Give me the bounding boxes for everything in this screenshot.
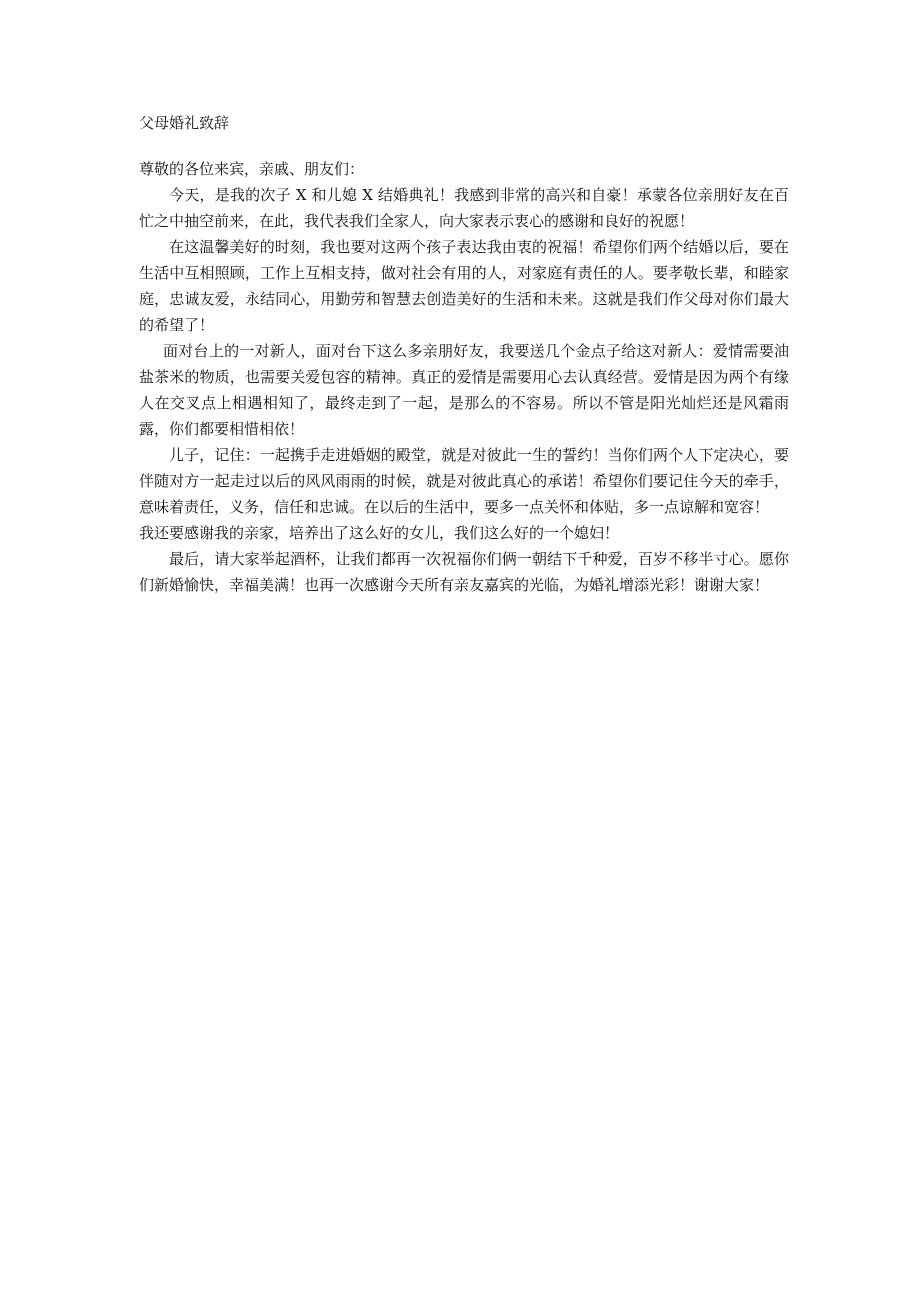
document-body [139,113,789,598]
document-title: 父母婚礼致辞 [139,114,230,132]
paragraph-blessing: 在这温馨美好的时刻，我也要对这两个孩子表达我由衷的祝福！希望你们两个结婚以后，要在生活中互相照顾，工作上互相支持，做对社会有用的人，对家庭有责任的人。要孝敬长辈，和睦家庭，忠诚友爱，永结同心，用勤劳和智慧去创造美好的生活和未来。这就是我们作父母对你们最大的希望了！ [139,238,789,334]
paragraph-to-son: 儿子，记住：一起携手走进婚姻的殿堂，就是对彼此一生的誓约！当你们两个人下定决心，要伴随对方一起走过以后的风风雨雨的时候，就是对彼此真心的承诺！希望你们要记住今天的牵手，意味着责任，义务，信任和忠诚。在以后的生活中，要多一点关怀和体贴，多一点谅解和宽容！ [139,446,789,516]
paragraph-thanks-in-laws: 我还要感谢我的亲家，培养出了这么好的女儿，我们这么好的一个媳妇！ [139,524,620,542]
paragraph-closing: 最后，请大家举起酒杯，让我们都再一次祝福你们俩一朝结下千种爱，百岁不移半寸心。愿你们新婚愉快，幸福美满！也再一次感谢今天所有亲友嘉宾的光临，为婚礼增添光彩！谢谢大家！ [139,550,789,594]
salutation: 尊敬的各位来宾，亲戚、朋友们： [139,160,365,178]
paragraph-advice: 面对台上的一对新人，面对台下这么多亲朋好友，我要送几个金点子给这对新人：爱情需要油盐茶米的物质，也需要关爱包容的精神。真正的爱情是需要用心去认真经营。爱情是因为两个有缘人在交叉点上相遇相知了，最终走到了一起，是那么的不容易。所以不管是阳光灿烂还是风霜雨露，你们都要相惜相依！ [139,342,789,438]
paragraph-opening: 今天，是我的次子 X 和儿媳 X 结婚典礼！我感到非常的高兴和自豪！承蒙各位亲朋好友在百忙之中抽空前来，在此，我代表我们全家人，向大家表示衷心的感谢和良好的祝愿！ [139,186,789,230]
